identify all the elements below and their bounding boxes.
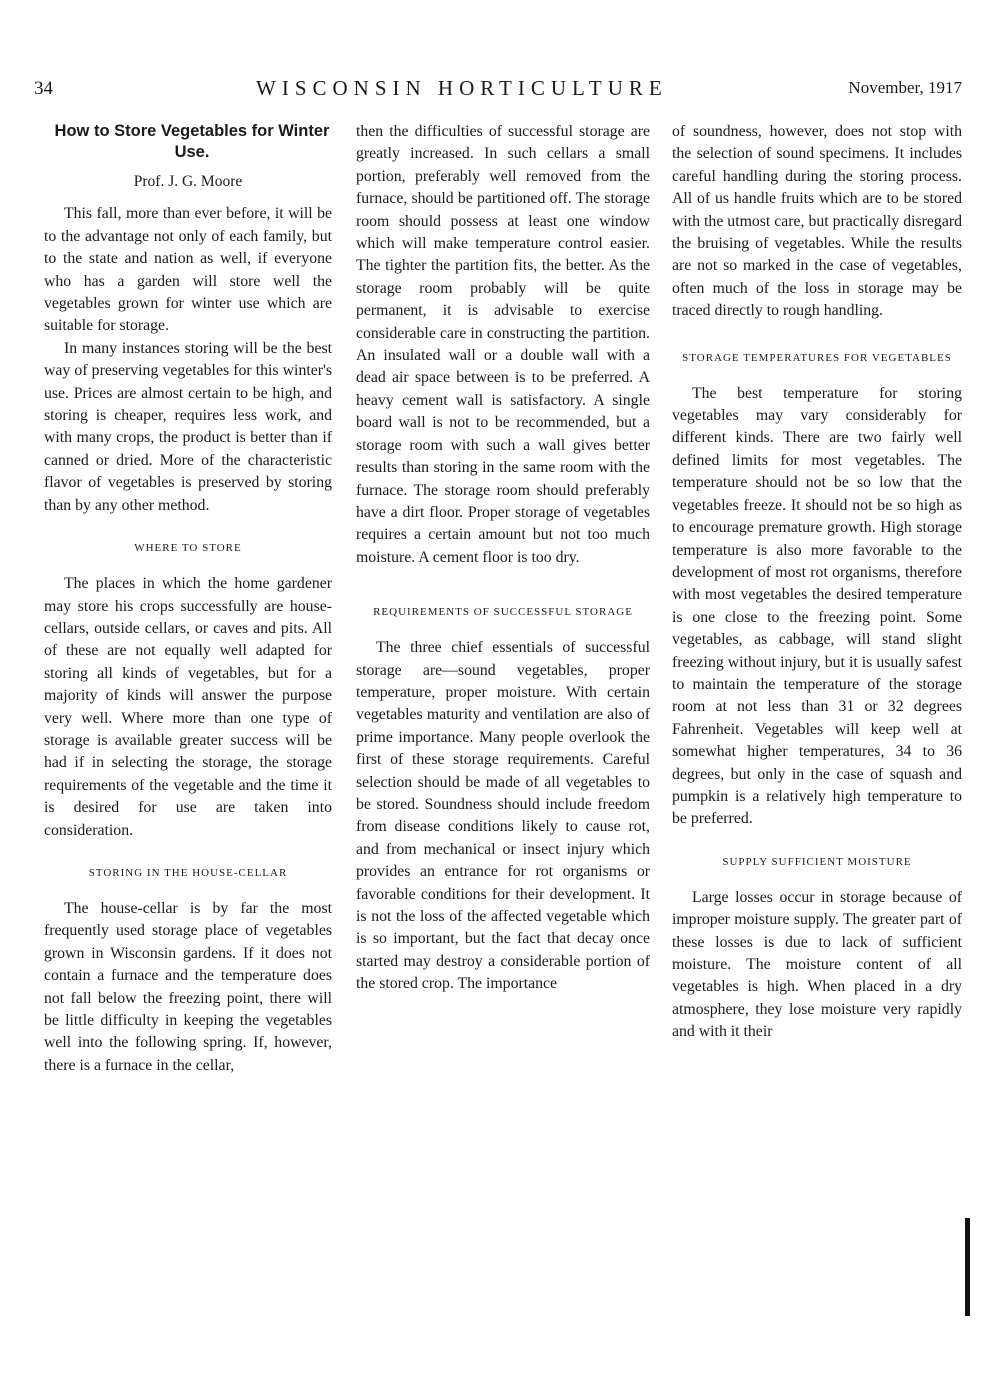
section-heading: STORAGE TEMPERATURES FOR VEGETABLES xyxy=(682,351,952,364)
section-heading: REQUIREMENTS OF SUCCESSFUL STORAGE xyxy=(373,606,633,619)
paragraph: then the difficulties of successful storage are greatly increased. In such cellars a small portion, preferably well removed from the furnace, should be partitioned off. The storage room should possess at least one window which will make temperature control easier. The tighter the partition fits, the better. As the storage room probably will be quite permanent, it is advisable to exercise considerable care in constructing the partition. An insulated wall or a double wall with a dead air space between is to be preferred. A heavy cement wall is satisfactory. A single board wall is not to be recommended, but a storage room with such a wall gives better results than storing in the same room with the furnace. The storage room should preferably have a dirt floor. Proper storage of vegetables requires a certain amount but not too much moisture. A cement floor is too dry. xyxy=(356,123,650,566)
paragraph: The best temperature for storing vegetables may vary considerably for different kinds. There are two fairly well defined limits for most vegetables. The temperature should not be so low that the vegetables freeze. It should not be so high as to encourage premature growth. High storage temperature is also more favorable to the development of most rot organisms, therefore with most vegetables the desired temperature is one close to the freezing point. Some vegetables, as cabbage, will stand slight freezing without injury, but it is usually safest to maintain the temperature of the storage room at not less than 31 or 32 degrees Fahrenheit. Vegetables will keep well at somewhat higher temperatures, 34 to 36 degrees, but only in the case of squash and pumpkin is a relatively high temperature to be preferred. xyxy=(672,384,962,828)
paragraph: This fall, more than ever before, it will be to the advantage not only of each family, but to the state and nation as well, if everyone who has a garden will store well the vegetables grown for winter use which are suitable for storage. xyxy=(44,205,332,335)
paragraph: The places in which the home gardener may store his crops successfully are house-cellars, outside cellars, or caves and pits. All of these are not equally well adapted for storing all kinds of vegetables, but for a majority of kinds will answer the purpose very well. Where more than one type of storage is available greater success will be had if in selecting the storage, the storage requirements of the vegetable and the time it is desired for use are taken into consideration. xyxy=(44,575,332,839)
section-heading: WHERE TO STORE xyxy=(134,542,242,555)
paragraph: Large losses occur in storage because of improper moisture supply. The greater part of these losses is due to lack of sufficient moisture. The moisture content of all vegetables is high. When placed in a dry atmosphere, they lose moisture very rapidly and with it their xyxy=(672,888,962,1041)
page-header xyxy=(34,78,962,104)
paragraph: of soundness, however, does not stop with the selection of sound specimens. It includes careful handling during the storing process. All of us handle fruits which are to be stored with the utmost care, but practically disregard the bruising of vegetables. While the results are not so marked in the case of vegetables, often much of the loss in storage may be traced directly to rough handling. xyxy=(672,123,962,320)
paragraph: The three chief essentials of successful storage are—sound vegetables, proper temperature, proper moisture. With certain vegetables maturity and ventilation are also of prime importance. Many people overlook the first of these storage requirements. Careful selection should be made of all vegetables to be stored. Soundness should include freedom from disease conditions likely to cause rot, and from mechanical or insect injury which provides an entrance for rot organisms or favorable conditions for their development. It is not the loss of the affected vegetable which is so important, but the fact that decay once started may destroy a considerable portion of the stored crop. The importance xyxy=(356,639,650,993)
paragraph: In many instances storing will be the best way of preserving vegetables for this winter's use. Prices are almost certain to be high, and storing is cheaper, requires less work, and with many crops, the product is better than if canned or dried. More of the characteristic flavor of vegetables is preserved by storing than by any other method. xyxy=(44,339,332,514)
paragraph: The house-cellar is by far the most frequently used storage place of vegetables grown in Wisconsin gardens. If it does not contain a furnace and the temperature does not fall below the freezing point, there will be little difficulty in keeping the vegetables well into the following spring. If, however, there is a furnace in the cellar, xyxy=(44,899,332,1074)
article-byline: Prof. J. G. Moore xyxy=(133,173,243,190)
page-number: 34 xyxy=(34,78,53,99)
issue-date: November, 1917 xyxy=(848,78,962,97)
scan-edge-mark xyxy=(965,1218,970,1316)
section-heading: STORING IN THE HOUSE-CELLAR xyxy=(88,866,288,879)
column-2 xyxy=(356,121,650,996)
section-heading: SUPPLY SUFFICIENT MOISTURE xyxy=(722,855,912,868)
article-title: How to Store Vegetables for Winter Use. xyxy=(54,122,330,161)
journal-title: WISCONSIN HORTICULTURE xyxy=(256,76,668,100)
column-1 xyxy=(44,121,332,1077)
column-3 xyxy=(672,121,962,1044)
